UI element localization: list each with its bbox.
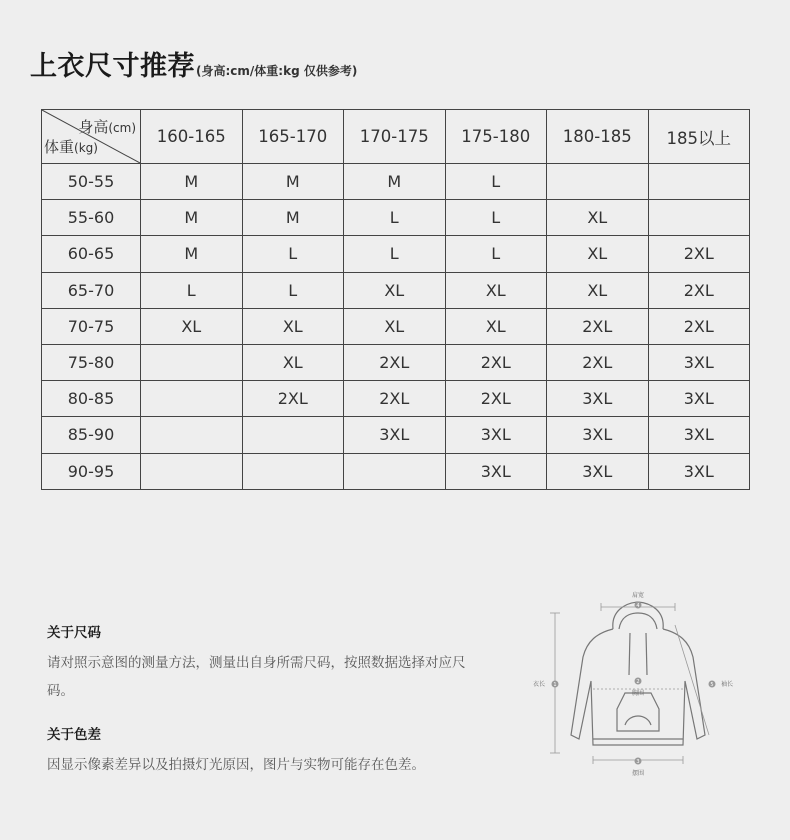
- size-cell: [648, 200, 750, 236]
- size-cell: [242, 417, 344, 453]
- size-cell: L: [141, 272, 243, 308]
- size-table: [41, 109, 750, 490]
- size-cell: [648, 164, 750, 200]
- table-row: [42, 381, 750, 417]
- hem-label: 摆围: [631, 770, 645, 777]
- size-cell: L: [344, 200, 446, 236]
- size-cell: L: [242, 272, 344, 308]
- chest-label: 胸围: [631, 690, 645, 697]
- marker-3-num: 3: [636, 759, 640, 765]
- size-cell: L: [445, 200, 547, 236]
- weight-cell: 60-65: [42, 236, 141, 272]
- size-cell: L: [445, 164, 547, 200]
- weight-cell: 80-85: [42, 381, 141, 417]
- column-header: 185以上: [648, 110, 750, 164]
- marker-2-num: 2: [636, 679, 640, 685]
- size-cell: 2XL: [648, 236, 750, 272]
- column-header: 160-165: [141, 110, 243, 164]
- size-cell: 3XL: [547, 417, 649, 453]
- size-cell: XL: [547, 200, 649, 236]
- size-cell: 2XL: [547, 308, 649, 344]
- table-row: [42, 164, 750, 200]
- size-cell: [344, 453, 446, 489]
- size-cell: 3XL: [648, 417, 750, 453]
- size-cell: [242, 453, 344, 489]
- size-cell: L: [445, 236, 547, 272]
- size-cell: 3XL: [445, 417, 547, 453]
- size-cell: [141, 344, 243, 380]
- size-cell: M: [242, 164, 344, 200]
- size-cell: M: [141, 236, 243, 272]
- about-color-body: 因显示像素差异以及拍摄灯光原因，图片与实物可能存在色差。: [47, 757, 425, 773]
- about-size-body: 请对照示意图的测量方法，测量出自身所需尺码，按照数据选择对应尺码。: [47, 655, 466, 699]
- column-header: 180-185: [547, 110, 649, 164]
- column-header: 175-180: [445, 110, 547, 164]
- size-cell: 3XL: [547, 453, 649, 489]
- size-cell: 2XL: [648, 308, 750, 344]
- marker-1-num: 1: [553, 682, 557, 688]
- size-cell: 2XL: [344, 344, 446, 380]
- size-cell: 2XL: [547, 344, 649, 380]
- shoulder-label: 肩宽: [631, 592, 645, 599]
- weight-cell: 90-95: [42, 453, 141, 489]
- size-cell: XL: [445, 308, 547, 344]
- weight-cell: 55-60: [42, 200, 141, 236]
- size-cell: XL: [445, 272, 547, 308]
- size-cell: 3XL: [648, 381, 750, 417]
- title-main: 上衣尺寸推荐: [30, 51, 195, 82]
- size-cell: [141, 381, 243, 417]
- size-cell: [141, 453, 243, 489]
- size-cell: 2XL: [445, 381, 547, 417]
- size-cell: 2XL: [648, 272, 750, 308]
- table-header-row: [42, 110, 750, 164]
- marker-4-num: 4: [636, 603, 640, 609]
- size-cell: [141, 417, 243, 453]
- title-note: (身高:cm/体重:kg 仅供参考): [196, 64, 358, 78]
- marker-5-num: 5: [710, 682, 714, 688]
- size-cell: L: [344, 236, 446, 272]
- size-cell: XL: [344, 308, 446, 344]
- size-cell: XL: [547, 236, 649, 272]
- size-cell: 3XL: [648, 453, 750, 489]
- size-cell: XL: [547, 272, 649, 308]
- size-cell: M: [344, 164, 446, 200]
- size-cell: L: [242, 236, 344, 272]
- about-size-heading: 关于尺码: [47, 625, 101, 641]
- size-cell: M: [141, 164, 243, 200]
- table-row: [42, 200, 750, 236]
- sleeve-label: 袖长: [720, 681, 734, 688]
- weight-cell: 85-90: [42, 417, 141, 453]
- length-label: 衣长: [532, 681, 546, 688]
- table-row: [42, 308, 750, 344]
- column-header: 170-175: [344, 110, 446, 164]
- height-axis-label: 身高(cm): [78, 118, 136, 136]
- about-size-section: [47, 621, 467, 705]
- size-cell: 3XL: [445, 453, 547, 489]
- size-cell: XL: [141, 308, 243, 344]
- weight-cell: 50-55: [42, 164, 141, 200]
- size-cell: M: [141, 200, 243, 236]
- about-color-heading: 关于色差: [47, 727, 101, 743]
- size-cell: 3XL: [547, 381, 649, 417]
- size-cell: XL: [242, 344, 344, 380]
- about-color-section: [47, 723, 467, 779]
- size-cell: 2XL: [242, 381, 344, 417]
- size-cell: 3XL: [344, 417, 446, 453]
- size-cell: [547, 164, 649, 200]
- weight-axis-label: 体重(kg): [44, 138, 98, 156]
- weight-cell: 65-70: [42, 272, 141, 308]
- table-corner-cell: [42, 110, 141, 164]
- weight-cell: 70-75: [42, 308, 141, 344]
- table-row: [42, 417, 750, 453]
- table-row: [42, 272, 750, 308]
- hoodie-measure-diagram: [525, 585, 765, 785]
- size-cell: M: [242, 200, 344, 236]
- table-row: [42, 344, 750, 380]
- page-title: [30, 44, 357, 83]
- size-cell: XL: [344, 272, 446, 308]
- weight-cell: 75-80: [42, 344, 141, 380]
- size-cell: 2XL: [445, 344, 547, 380]
- size-cell: 3XL: [648, 344, 750, 380]
- table-row: [42, 453, 750, 489]
- size-cell: 2XL: [344, 381, 446, 417]
- table-row: [42, 236, 750, 272]
- column-header: 165-170: [242, 110, 344, 164]
- size-cell: XL: [242, 308, 344, 344]
